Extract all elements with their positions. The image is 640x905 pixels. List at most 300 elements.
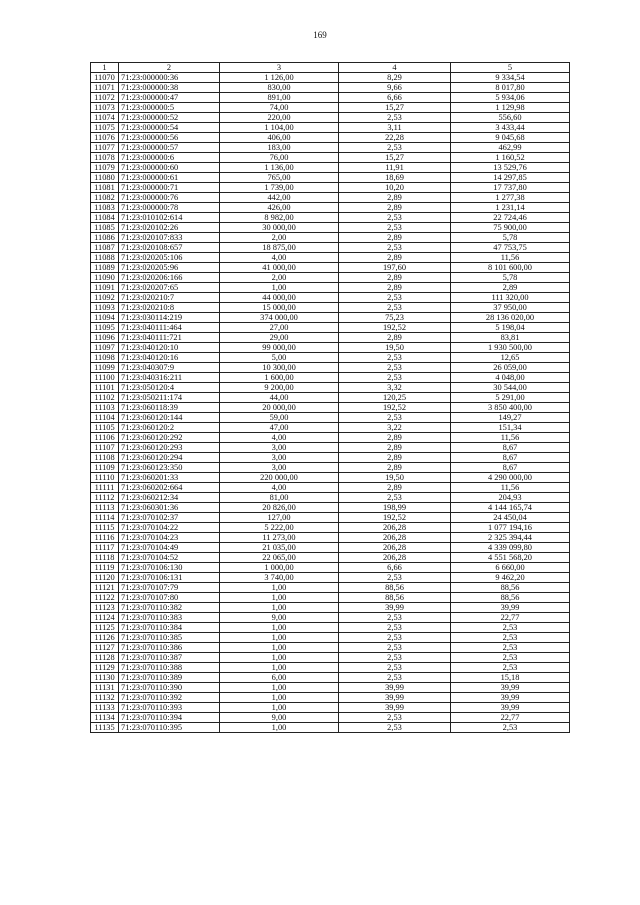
table-row (91, 723, 570, 733)
row-number: 11084 (91, 213, 119, 223)
total-value: 8 101 600,00 (451, 263, 570, 273)
rate-value: 39,99 (339, 693, 451, 703)
total-value: 4 290 000,00 (451, 473, 570, 483)
row-number: 11103 (91, 403, 119, 413)
total-value: 75 900,00 (451, 223, 570, 233)
area-value: 891,00 (220, 93, 339, 103)
area-value: 30 000,00 (220, 223, 339, 233)
area-value: 1,00 (220, 723, 339, 733)
cadastral-number: 71:23:070107:79 (119, 583, 220, 593)
area-value: 406,00 (220, 133, 339, 143)
row-number: 11112 (91, 493, 119, 503)
rate-value: 39,99 (339, 703, 451, 713)
row-number: 11113 (91, 503, 119, 513)
total-value: 26 059,00 (451, 363, 570, 373)
rate-value: 19,50 (339, 473, 451, 483)
row-number: 11125 (91, 623, 119, 633)
table-row (91, 263, 570, 273)
table-row (91, 643, 570, 653)
cadastral-number: 71:23:000000:78 (119, 203, 220, 213)
area-value: 47,00 (220, 423, 339, 433)
rate-value: 2,53 (339, 303, 451, 313)
area-value: 4,00 (220, 253, 339, 263)
cadastral-number: 71:23:070104:49 (119, 543, 220, 553)
area-value: 1,00 (220, 643, 339, 653)
cadastral-number: 71:23:020206:166 (119, 273, 220, 283)
cadastral-number: 71:23:040111:721 (119, 333, 220, 343)
area-value: 29,00 (220, 333, 339, 343)
row-number: 11134 (91, 713, 119, 723)
table-row (91, 503, 570, 513)
rate-value: 192,52 (339, 323, 451, 333)
row-number: 11070 (91, 73, 119, 83)
rate-value: 2,53 (339, 643, 451, 653)
column-header: 3 (220, 63, 339, 73)
area-value: 3,00 (220, 443, 339, 453)
rate-value: 15,27 (339, 153, 451, 163)
table-row (91, 213, 570, 223)
row-number: 11108 (91, 453, 119, 463)
cadastral-number: 71:23:050211:174 (119, 393, 220, 403)
total-value: 5 198,04 (451, 323, 570, 333)
cadastral-number: 71:23:020210:8 (119, 303, 220, 313)
column-header: 5 (451, 63, 570, 73)
cadastral-number: 71:23:070110:388 (119, 663, 220, 673)
rate-value: 18,69 (339, 173, 451, 183)
cadastral-number: 71:23:040111:464 (119, 323, 220, 333)
table-row (91, 103, 570, 113)
table-row (91, 333, 570, 343)
rate-value: 2,53 (339, 713, 451, 723)
total-value: 9 045,68 (451, 133, 570, 143)
rate-value: 2,53 (339, 623, 451, 633)
area-value: 2,00 (220, 233, 339, 243)
cadastral-number: 71:23:000000:36 (119, 73, 220, 83)
area-value: 1,00 (220, 693, 339, 703)
row-number: 11080 (91, 173, 119, 183)
total-value: 2,53 (451, 723, 570, 733)
rate-value: 10,20 (339, 183, 451, 193)
area-value: 1,00 (220, 653, 339, 663)
row-number: 11071 (91, 83, 119, 93)
area-value: 183,00 (220, 143, 339, 153)
row-number: 11095 (91, 323, 119, 333)
total-value: 6 660,00 (451, 563, 570, 573)
row-number: 11094 (91, 313, 119, 323)
row-number: 11101 (91, 383, 119, 393)
area-value: 99 000,00 (220, 343, 339, 353)
cadastral-number: 71:23:070104:52 (119, 553, 220, 563)
total-value: 11,56 (451, 483, 570, 493)
row-number: 11083 (91, 203, 119, 213)
table-row (91, 133, 570, 143)
cadastral-number: 71:23:020108:657 (119, 243, 220, 253)
cadastral-number: 71:23:070110:390 (119, 683, 220, 693)
table-row (91, 343, 570, 353)
rate-value: 2,89 (339, 463, 451, 473)
total-value: 1 277,38 (451, 193, 570, 203)
area-value: 220,00 (220, 113, 339, 123)
cadastral-number: 71:23:070107:80 (119, 593, 220, 603)
column-header: 4 (339, 63, 451, 73)
area-value: 1,00 (220, 703, 339, 713)
rate-value: 2,89 (339, 453, 451, 463)
rate-value: 6,66 (339, 563, 451, 573)
row-number: 11075 (91, 123, 119, 133)
table-row (91, 463, 570, 473)
rate-value: 2,89 (339, 333, 451, 343)
rate-value: 88,56 (339, 583, 451, 593)
row-number: 11120 (91, 573, 119, 583)
row-number: 11100 (91, 373, 119, 383)
row-number: 11131 (91, 683, 119, 693)
page-number: 169 (313, 30, 327, 40)
cadastral-number: 71:23:000000:52 (119, 113, 220, 123)
area-value: 442,00 (220, 193, 339, 203)
table-row (91, 193, 570, 203)
table-row (91, 283, 570, 293)
rate-value: 2,89 (339, 483, 451, 493)
table-row (91, 73, 570, 83)
total-value: 39,99 (451, 693, 570, 703)
cadastral-number: 71:23:070110:393 (119, 703, 220, 713)
total-value: 47 753,75 (451, 243, 570, 253)
table-row (91, 593, 570, 603)
table-row (91, 303, 570, 313)
rate-value: 2,89 (339, 233, 451, 243)
table-row (91, 533, 570, 543)
rate-value: 2,89 (339, 203, 451, 213)
area-value: 2,00 (220, 273, 339, 283)
rate-value: 2,53 (339, 363, 451, 373)
area-value: 4,00 (220, 483, 339, 493)
total-value: 1 231,14 (451, 203, 570, 213)
total-value: 2,89 (451, 283, 570, 293)
cadastral-number: 71:23:020107:833 (119, 233, 220, 243)
area-value: 6,00 (220, 673, 339, 683)
cadastral-number: 71:23:070104:23 (119, 533, 220, 543)
table-row (91, 353, 570, 363)
table-row (91, 163, 570, 173)
row-number: 11104 (91, 413, 119, 423)
cadastral-number: 71:23:070110:392 (119, 693, 220, 703)
area-value: 1 000,00 (220, 563, 339, 573)
total-value: 4 551 568,20 (451, 553, 570, 563)
rate-value: 8,29 (339, 73, 451, 83)
area-value: 4,00 (220, 433, 339, 443)
total-value: 88,56 (451, 593, 570, 603)
cadastral-number: 71:23:070106:131 (119, 573, 220, 583)
row-number: 11107 (91, 443, 119, 453)
area-value: 9 200,00 (220, 383, 339, 393)
rate-value: 15,27 (339, 103, 451, 113)
total-value: 8,67 (451, 443, 570, 453)
row-number: 11121 (91, 583, 119, 593)
total-value: 1 930 500,00 (451, 343, 570, 353)
rate-value: 88,56 (339, 593, 451, 603)
area-value: 20 000,00 (220, 403, 339, 413)
rate-value: 2,53 (339, 143, 451, 153)
table-row (91, 613, 570, 623)
table-row (91, 493, 570, 503)
row-number: 11074 (91, 113, 119, 123)
area-value: 59,00 (220, 413, 339, 423)
table-row (91, 433, 570, 443)
area-value: 20 826,00 (220, 503, 339, 513)
area-value: 830,00 (220, 83, 339, 93)
area-value: 9,00 (220, 613, 339, 623)
column-header: 1 (91, 63, 119, 73)
area-value: 41 000,00 (220, 263, 339, 273)
row-number: 11098 (91, 353, 119, 363)
cadastral-number: 71:23:070102:37 (119, 513, 220, 523)
area-value: 765,00 (220, 173, 339, 183)
cadastral-number: 71:23:060120:294 (119, 453, 220, 463)
table-row (91, 453, 570, 463)
table-row (91, 603, 570, 613)
cadastral-number: 71:23:050120:4 (119, 383, 220, 393)
table-row (91, 173, 570, 183)
rate-value: 2,89 (339, 443, 451, 453)
total-value: 2,53 (451, 623, 570, 633)
total-value: 1 160,52 (451, 153, 570, 163)
row-number: 11076 (91, 133, 119, 143)
cadastral-number: 71:23:000000:76 (119, 193, 220, 203)
rate-value: 2,89 (339, 433, 451, 443)
rate-value: 3,32 (339, 383, 451, 393)
rate-value: 2,89 (339, 283, 451, 293)
total-value: 5 291,00 (451, 393, 570, 403)
cadastral-number: 71:23:060120:292 (119, 433, 220, 443)
row-number: 11089 (91, 263, 119, 273)
row-number: 11087 (91, 243, 119, 253)
table-row (91, 543, 570, 553)
cadastral-number: 71:23:070110:389 (119, 673, 220, 683)
area-value: 220 000,00 (220, 473, 339, 483)
row-number: 11109 (91, 463, 119, 473)
cadastral-number: 71:23:070110:385 (119, 633, 220, 643)
row-number: 11116 (91, 533, 119, 543)
table-row (91, 313, 570, 323)
row-number: 11077 (91, 143, 119, 153)
total-value: 4 144 165,74 (451, 503, 570, 513)
table-row (91, 703, 570, 713)
total-value: 11,56 (451, 433, 570, 443)
row-number: 11129 (91, 663, 119, 673)
rate-value: 2,53 (339, 493, 451, 503)
total-value: 4 339 099,80 (451, 543, 570, 553)
row-number: 11115 (91, 523, 119, 533)
area-value: 44,00 (220, 393, 339, 403)
rate-value: 192,52 (339, 513, 451, 523)
total-value: 5,78 (451, 233, 570, 243)
rate-value: 2,89 (339, 193, 451, 203)
row-number: 11133 (91, 703, 119, 713)
total-value: 12,65 (451, 353, 570, 363)
rate-value: 2,53 (339, 673, 451, 683)
area-value: 11 273,00 (220, 533, 339, 543)
rate-value: 2,53 (339, 223, 451, 233)
area-value: 3,00 (220, 453, 339, 463)
cadastral-number: 71:23:020205:106 (119, 253, 220, 263)
row-number: 11086 (91, 233, 119, 243)
rate-value: 22,28 (339, 133, 451, 143)
area-value: 1 600,00 (220, 373, 339, 383)
table-row (91, 513, 570, 523)
rate-value: 120,25 (339, 393, 451, 403)
row-number: 11085 (91, 223, 119, 233)
total-value: 5,78 (451, 273, 570, 283)
cadastral-number: 71:23:070110:382 (119, 603, 220, 613)
total-value: 2 325 394,44 (451, 533, 570, 543)
row-number: 11132 (91, 693, 119, 703)
total-value: 151,34 (451, 423, 570, 433)
row-number: 11127 (91, 643, 119, 653)
table-row (91, 693, 570, 703)
cadastral-number: 71:23:070110:384 (119, 623, 220, 633)
table-row (91, 413, 570, 423)
rate-value: 2,89 (339, 253, 451, 263)
rate-value: 197,60 (339, 263, 451, 273)
header-row (91, 63, 570, 73)
row-number: 11072 (91, 93, 119, 103)
area-value: 1,00 (220, 623, 339, 633)
row-number: 11096 (91, 333, 119, 343)
table-row (91, 653, 570, 663)
total-value: 8 017,80 (451, 83, 570, 93)
rate-value: 75,23 (339, 313, 451, 323)
total-value: 2,53 (451, 643, 570, 653)
total-value: 1 129,98 (451, 103, 570, 113)
cadastral-number: 71:23:060202:664 (119, 483, 220, 493)
table-row (91, 623, 570, 633)
column-header: 2 (119, 63, 220, 73)
area-value: 21 035,00 (220, 543, 339, 553)
table-row (91, 483, 570, 493)
total-value: 4 048,00 (451, 373, 570, 383)
area-value: 76,00 (220, 153, 339, 163)
cadastral-number: 71:23:040316:211 (119, 373, 220, 383)
area-value: 44 000,00 (220, 293, 339, 303)
table-row (91, 183, 570, 193)
area-value: 1,00 (220, 663, 339, 673)
rate-value: 2,53 (339, 213, 451, 223)
area-value: 5 222,00 (220, 523, 339, 533)
table-row (91, 383, 570, 393)
rate-value: 206,28 (339, 523, 451, 533)
row-number: 11090 (91, 273, 119, 283)
total-value: 462,99 (451, 143, 570, 153)
total-value: 2,53 (451, 663, 570, 673)
total-value: 9 462,20 (451, 573, 570, 583)
area-value: 74,00 (220, 103, 339, 113)
area-value: 127,00 (220, 513, 339, 523)
area-value: 5,00 (220, 353, 339, 363)
cadastral-number: 71:23:070110:395 (119, 723, 220, 733)
cadastral-number: 71:23:040120:16 (119, 353, 220, 363)
table-row (91, 633, 570, 643)
area-value: 9,00 (220, 713, 339, 723)
row-number: 11078 (91, 153, 119, 163)
cadastral-number: 71:23:030114:219 (119, 313, 220, 323)
rate-value: 2,53 (339, 663, 451, 673)
cadastral-number: 71:23:060123:350 (119, 463, 220, 473)
cadastral-number: 71:23:010102:614 (119, 213, 220, 223)
row-number: 11081 (91, 183, 119, 193)
row-number: 11102 (91, 393, 119, 403)
total-value: 11,56 (451, 253, 570, 263)
total-value: 39,99 (451, 603, 570, 613)
area-value: 1 126,00 (220, 73, 339, 83)
table-row (91, 713, 570, 723)
total-value: 15,18 (451, 673, 570, 683)
table-row (91, 253, 570, 263)
area-value: 18 875,00 (220, 243, 339, 253)
total-value: 2,53 (451, 653, 570, 663)
rate-value: 2,53 (339, 293, 451, 303)
table-row (91, 373, 570, 383)
area-value: 1,00 (220, 633, 339, 643)
cadastral-number: 71:23:060120:2 (119, 423, 220, 433)
table-row (91, 393, 570, 403)
table-row (91, 93, 570, 103)
total-value: 22,77 (451, 613, 570, 623)
rate-value: 206,28 (339, 533, 451, 543)
row-number: 11099 (91, 363, 119, 373)
total-value: 88,56 (451, 583, 570, 593)
row-number: 11079 (91, 163, 119, 173)
total-value: 14 297,85 (451, 173, 570, 183)
rate-value: 2,53 (339, 373, 451, 383)
row-number: 11119 (91, 563, 119, 573)
table-row (91, 243, 570, 253)
total-value: 8,67 (451, 463, 570, 473)
cadastral-number: 71:23:020207:65 (119, 283, 220, 293)
cadastral-number: 71:23:000000:60 (119, 163, 220, 173)
cadastral-number: 71:23:000000:61 (119, 173, 220, 183)
table-row (91, 473, 570, 483)
cadastral-number: 71:23:000000:57 (119, 143, 220, 153)
area-value: 27,00 (220, 323, 339, 333)
total-value: 111 320,00 (451, 293, 570, 303)
cadastral-number: 71:23:040120:10 (119, 343, 220, 353)
cadastral-number: 71:23:020102:26 (119, 223, 220, 233)
cadastral-number: 71:23:040307:9 (119, 363, 220, 373)
table-body (91, 73, 570, 733)
row-number: 11088 (91, 253, 119, 263)
table-row (91, 443, 570, 453)
total-value: 2,53 (451, 633, 570, 643)
row-number: 11097 (91, 343, 119, 353)
rate-value: 6,66 (339, 93, 451, 103)
total-value: 8,67 (451, 453, 570, 463)
total-value: 149,27 (451, 413, 570, 423)
cadastral-number: 71:23:000000:56 (119, 133, 220, 143)
table-row (91, 293, 570, 303)
row-number: 11122 (91, 593, 119, 603)
table-row (91, 323, 570, 333)
row-number: 11118 (91, 553, 119, 563)
cadastral-number: 71:23:000000:5 (119, 103, 220, 113)
area-value: 10 300,00 (220, 363, 339, 373)
rate-value: 11,91 (339, 163, 451, 173)
total-value: 39,99 (451, 683, 570, 693)
table-row (91, 673, 570, 683)
table-row (91, 113, 570, 123)
rate-value: 9,66 (339, 83, 451, 93)
row-number: 11106 (91, 433, 119, 443)
rate-value: 2,53 (339, 723, 451, 733)
